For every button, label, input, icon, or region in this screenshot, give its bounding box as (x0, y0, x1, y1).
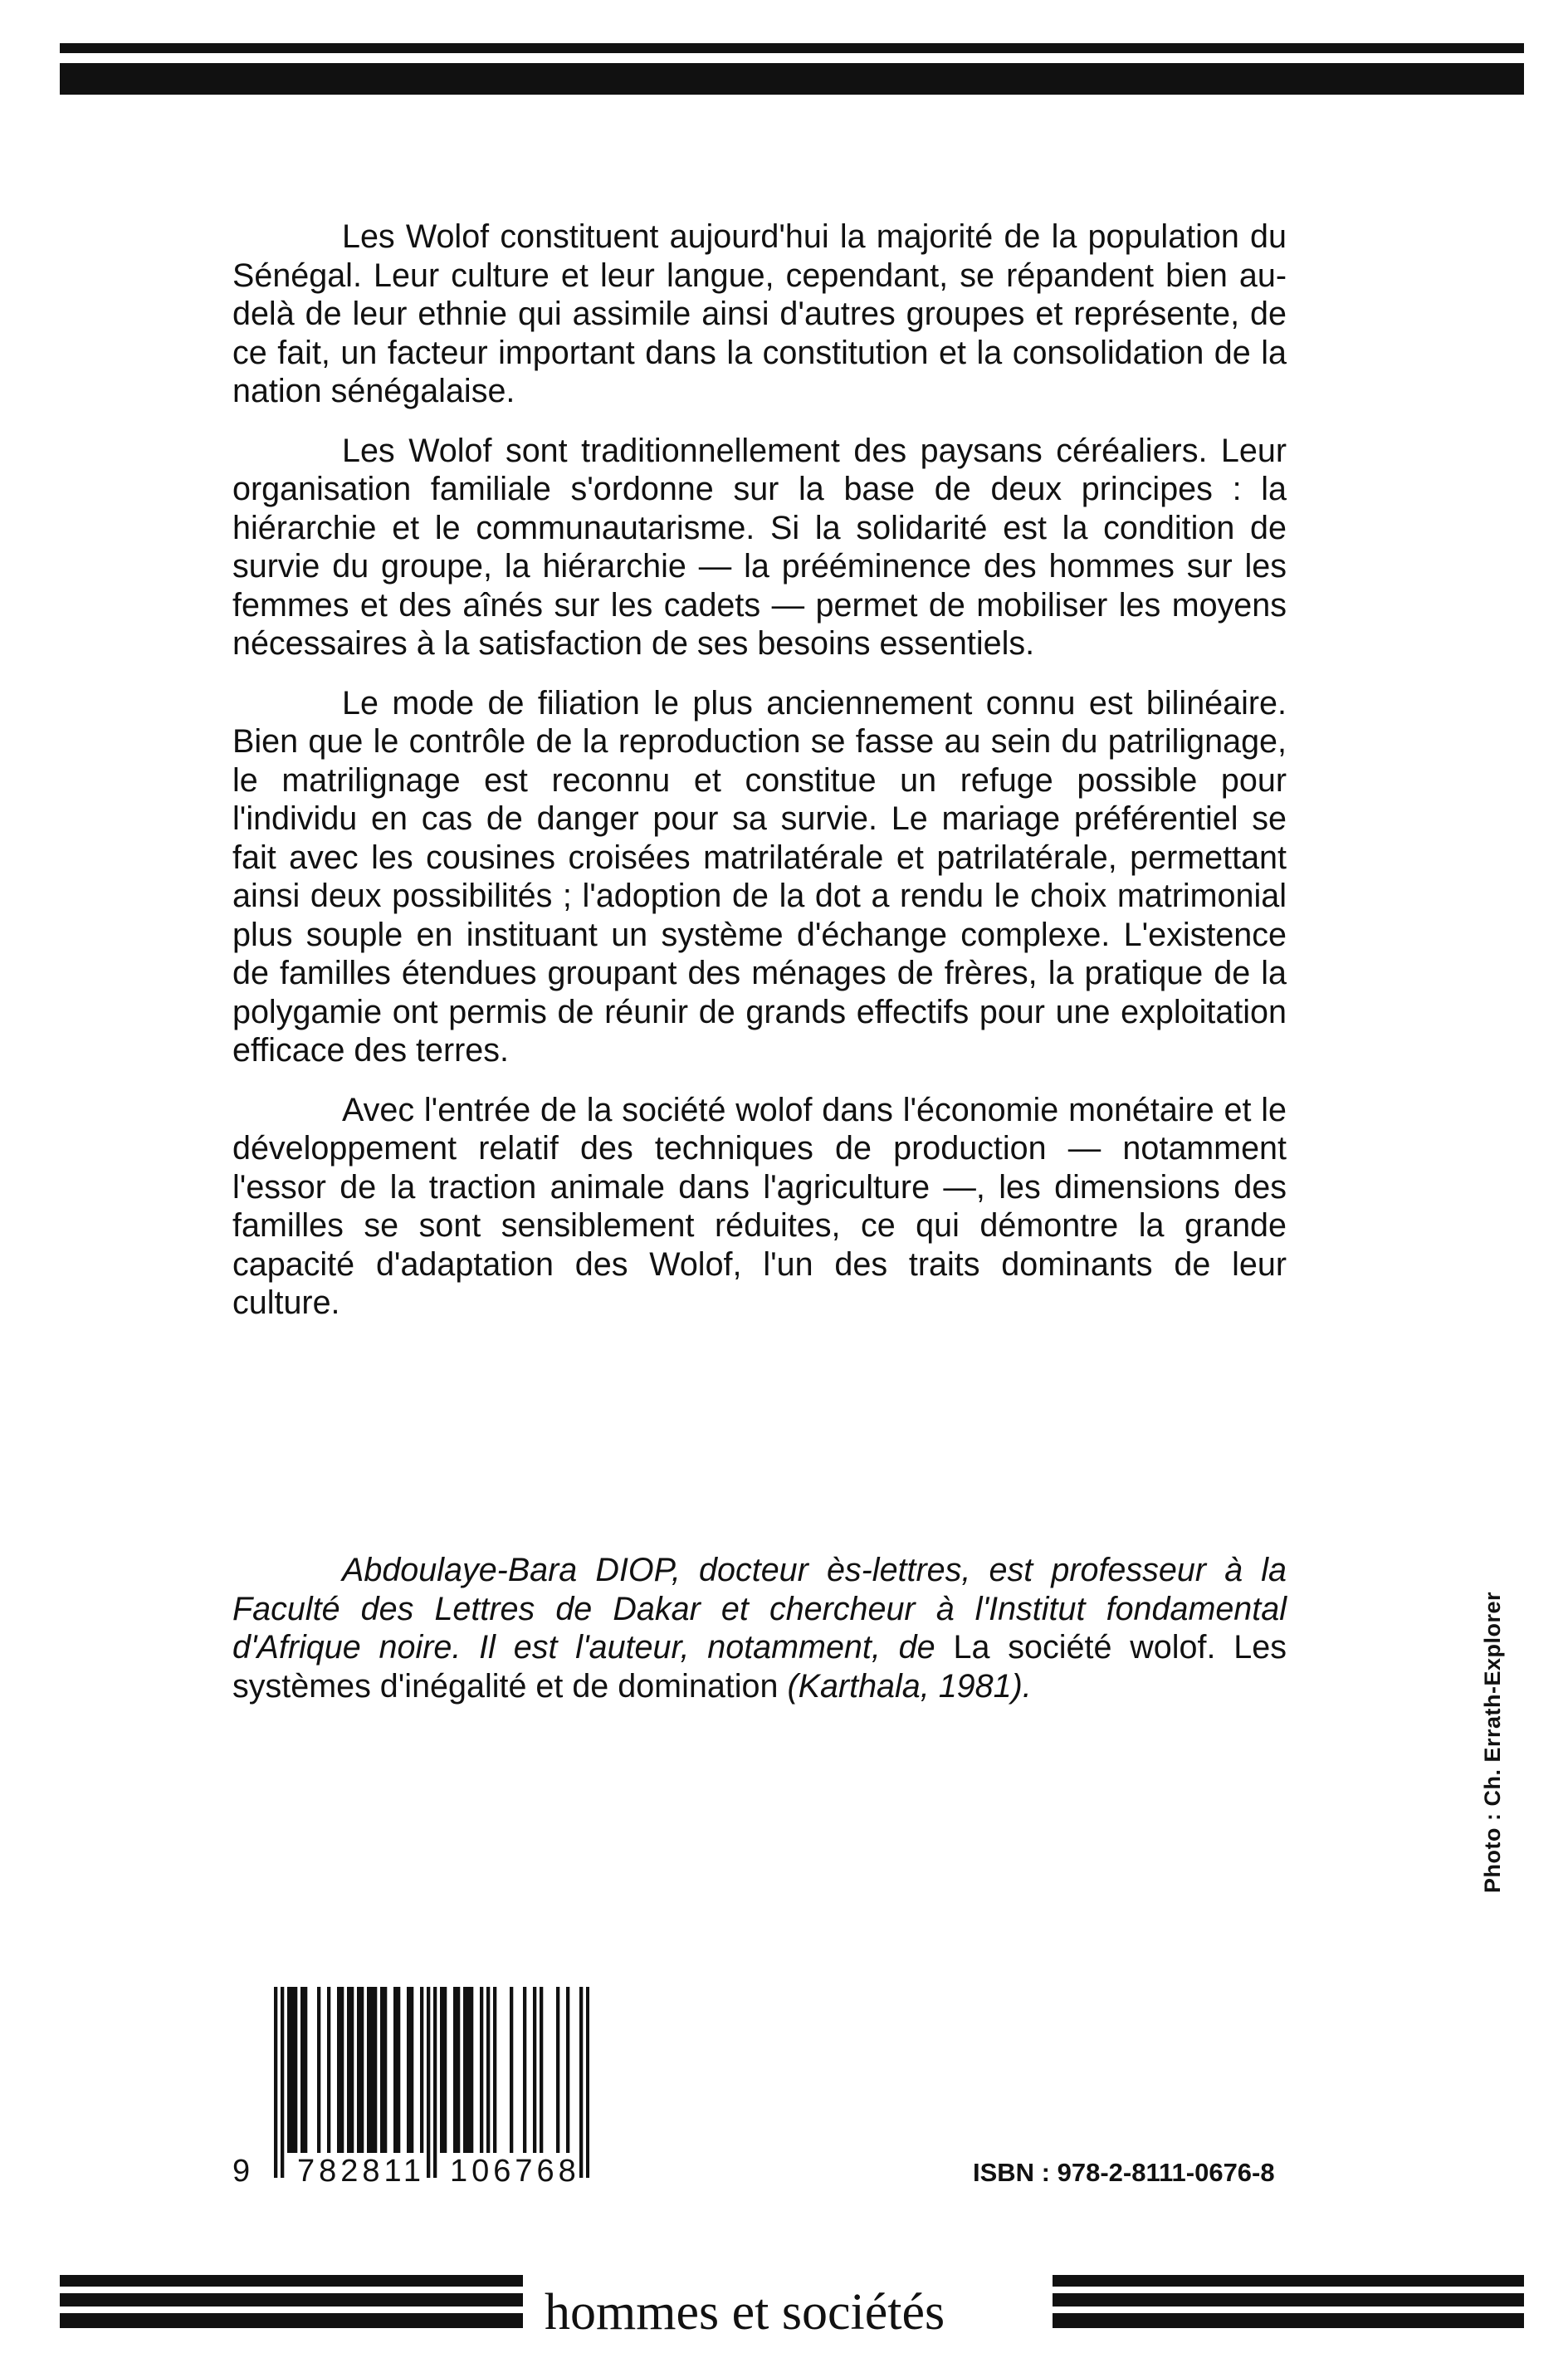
top-rule-thick (60, 63, 1524, 95)
bottom-rule-left-2 (60, 2293, 523, 2307)
barcode-bar (347, 1987, 350, 2153)
bottom-rule-left-1 (60, 2275, 523, 2287)
bottom-rule-right-3 (1053, 2313, 1524, 2328)
barcode-bar (410, 1987, 413, 2153)
barcode-bar (274, 1987, 277, 2178)
author-bio (232, 1551, 1287, 1705)
barcode-bar (337, 1987, 340, 2153)
author-book-publisher: (Karthala, 1981). (787, 1667, 1032, 1705)
barcode-bar (523, 1987, 526, 2153)
barcode-bar (457, 1987, 460, 2153)
paragraph-2: Les Wolof sont traditionnellement des paysans céréaliers. Leur organisation familiale s'ordonne sur la base de deux principes : la hiérarchie et le communautarisme. Si la solidarité est la condition de survie du groupe, la hiérarchie — la prééminence des hommes sur les femmes et des aînés sur les cadets — permet de mobiliser les moyens nécessaires à la satisfaction de ses besoins essentiels. (232, 432, 1287, 662)
barcode-bar (380, 1987, 383, 2153)
barcode-bar (540, 1987, 543, 2153)
author-book-title: La société wolof. Les systèmes d'inégalité et de domination (232, 1629, 1287, 1705)
barcode-bar (433, 1987, 437, 2178)
isbn: ISBN : 978-2-8111-0676-8 (973, 2158, 1275, 2187)
barcode-bar (486, 1987, 490, 2153)
barcode-bar (533, 1987, 536, 2153)
barcode-bar (357, 1987, 360, 2153)
barcode-bar (579, 1987, 583, 2178)
barcode-bar (291, 1987, 294, 2153)
barcode-bar (420, 1987, 423, 2153)
barcode-bar (463, 1987, 466, 2153)
barcode-bar (317, 1987, 320, 2153)
barcode-bar (374, 1987, 377, 2153)
paragraph-3: Le mode de filiation le plus anciennement connu est bilinéaire. Bien que le contrôle de la reproduction se fasse au sein du patrilignage, le matrilignage est reconnu et constitue un refuge possible pour l'individu en cas de danger pour sa survie. Le mariage préférentiel se fait avec les cousines croisées matrilatérale et patrilatérale, permettant ainsi deux possibilités ; l'adoption de la dot a rendu le choix matrimonial plus souple en instituant un système d'échange complexe. L'existence de familles étendues groupant des ménages de frères, la pratique de la polygamie ont permis de réunir de grands effectifs pour une exploitation efficace des terres. (232, 684, 1287, 1069)
barcode-bar (287, 1987, 291, 2153)
barcode-lead-digit: 9 (232, 2154, 251, 2189)
barcode-bar (360, 1987, 364, 2153)
bottom-rule-right-2 (1053, 2293, 1524, 2307)
back-cover-text (232, 218, 1287, 1343)
series-title: hommes et sociétés (545, 2284, 945, 2341)
barcode-bar (453, 1987, 457, 2153)
barcode-bar (370, 1987, 374, 2153)
bottom-rule-left-3 (60, 2313, 523, 2328)
barcode-bar (300, 1987, 304, 2153)
barcode-bar (407, 1987, 410, 2153)
barcode-bar (493, 1987, 496, 2153)
author-bio-intro: Abdoulaye-Bara DIOP, docteur ès-lettres, est professeur à la Faculté des Lettres de Dakar et chercheur à l'Institut fondamental d'Afrique noire. Il est l'auteur, notamment, de (232, 1552, 1287, 1666)
barcode-bar (340, 1987, 344, 2153)
barcode-bar (466, 1987, 470, 2153)
barcode-bar (397, 1987, 400, 2153)
barcode-bar (383, 1987, 387, 2153)
barcode-bar (367, 1987, 370, 2153)
barcode-bars (274, 1987, 589, 2178)
barcode-bar (294, 1987, 297, 2153)
barcode-bar (393, 1987, 397, 2153)
top-rule-thin (60, 43, 1524, 53)
bottom-rule-right-1 (1053, 2275, 1524, 2287)
barcode-bar (440, 1987, 443, 2153)
barcode-bar (350, 1987, 354, 2153)
barcode-bar (510, 1987, 513, 2153)
barcode-bar (281, 1987, 284, 2178)
barcode-bar (427, 1987, 430, 2178)
barcode-bar (470, 1987, 473, 2153)
barcode-bar (327, 1987, 330, 2153)
barcode-bar (480, 1987, 483, 2153)
barcode-right-digits: 106768 (450, 2154, 580, 2189)
barcode-bar (304, 1987, 307, 2153)
photo-credit: Photo : Ch. Errath-Explorer (1480, 1591, 1505, 1893)
paragraph-4: Avec l'entrée de la société wolof dans l'économie monétaire et le développement relatif des techniques de production — notamment l'essor de la traction animale dans l'agriculture —, les dimensions des familles se sont sensiblement réduites, ce qui démontre la grande capacité d'adaptation des Wolof, l'un des traits dominants de leur culture. (232, 1091, 1287, 1321)
paragraph-1: Les Wolof constituent aujourd'hui la majorité de la population du Sénégal. Leur culture et leur langue, cependant, se répandent bien au-delà de leur ethnie qui assimile ainsi d'autres groupes et représente, de ce fait, un facteur important dans la constitution et la consolidation de la nation sénégalaise. (232, 218, 1287, 409)
barcode-bar (556, 1987, 559, 2153)
barcode-bar (586, 1987, 589, 2178)
barcode (274, 1987, 589, 2178)
barcode-bar (566, 1987, 569, 2153)
barcode-bar (443, 1987, 447, 2153)
barcode-left-digits: 782811 (297, 2154, 425, 2189)
